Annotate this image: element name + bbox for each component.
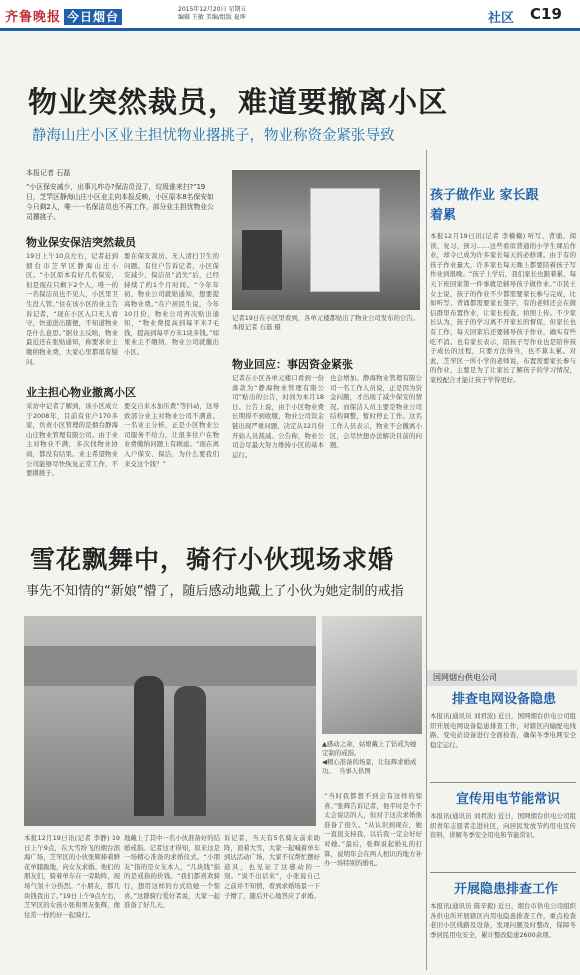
main-byline: 本报记者 石磊 <box>26 169 71 177</box>
ring-photo <box>322 616 422 734</box>
newspaper-logo: 齐鲁晚报 今日烟台 <box>5 6 122 25</box>
power-company-banner: 国网烟台供电公司 <box>427 670 577 686</box>
brief3-heading: 开展隐患排查工作 <box>454 882 559 897</box>
proposal-text-1: 本报12月19日讯(记者 李静) 19日上午9点，在大雪纷飞的烟台滨海广场，芝罘区的小伙张辉捧着鲜花单膝跪地，向女友求婚。他们的朋友们，骑着单车在一旁助阵，现场气氛十分热烈。“小朋友，那几块钱我出了。”19日上午9点左右，芝罘区的女孩小张和男友张辉，像往常一样约好一起骑行。 <box>24 834 120 919</box>
col1b-text: 采访中记者了解到，该小区成立于2008年，目前有住户170多家，负责小区管理的是烟台静海山庄物业管理有限公司。由于业主对物业不满，多次找物业协商，都没有结果。业主希望物业公司能够尽快恢复正常工作，不要撂挑子。 <box>26 402 118 478</box>
reply-text-2: 也会增加。静海物业管理有限公司一名工作人员说，正是因为资金问题，才出现了减少保安的情况。而保洁人员主要是物业公司结构调整，暂时停止工作。这名工作人员表示，物业不会撤离小区，会尽快想办法解决目前的问题。 <box>330 374 422 450</box>
brief2-heading: 宣传用电节能常识 <box>456 792 561 807</box>
door-image <box>242 230 282 290</box>
section-label: 社区 <box>488 11 515 26</box>
brief1-heading: 排查电网设备隐患 <box>452 692 557 707</box>
main-subhead: 静海山庄小区业主担忧物业撂挑子，物业称资金紧张导致 <box>32 128 395 144</box>
notice-photo-caption: 记者19日在小区里看到，各单元楼都贴出了物业公司发布的公告。 本报记者 石磊 摄 <box>232 314 420 331</box>
column-divider <box>426 150 427 970</box>
brief1-text: 本报讯(通讯员 刘君波) 近日，国网烟台供电公司组织开展电网设备隐患排查工作，对辖区内输配电线路、变电站设备进行全面检查，确保冬季电网安全稳定运行。 <box>430 712 576 749</box>
editors: 编辑 王敏 美编/组版 夏坤 <box>178 14 246 21</box>
page-number: C19 <box>530 5 562 23</box>
col2b-text: 要交自来水加压费”等抖动，这导致部分业主对物业公司不满意。一名业主分析，正是小区物业公司服务不给力，让很多住户在物业费缴纳问题上有顾虑。“现在离入户保安、保洁，为什么要我们来交这个钱？” <box>124 402 219 468</box>
proposal-text-4: “当时我都想不到会有这样的惊喜。”张辉告诉记者，他平时是个不太会说话的人，但对于这次求婚他准备了很久。“从认识到现在，她一直很支持我，以后我一定会好好对她。”最后，张辉说起婚礼的打算，说明年会在两人相识的地方补办一场特别的婚礼。 <box>324 792 422 868</box>
col1-text: 19日上午10点左右，记者赶到烟台市芝罘区静海山庄小区。“小区原本有好几名保安，但是现在只剩下2个人，唯一的一名保洁员也不见人，小区里卫生没人管。”住在该小区的业主告诉记者，“现在小区入口无人看守，快递进出随便，不知道物业是什么意思。”据业主反映，物业最近还在张贴通知，称要求业主缴纳物业费，大家心里都很有疑问。 <box>26 252 118 366</box>
person-right-image <box>174 686 206 816</box>
edition-label: 今日烟台 <box>64 9 122 25</box>
reply-text-1: 记者在小区各单元楼口看到一份落款为“静海物业管理有限公司”贴出的公告，时间为本月18日。公告上说，由于小区物业费长期得不到收缴，物业公司资金链出现严重问题，决定从12月份开始人员裁减。公告称，物业公司会尽最大努力维持小区的基本运行。 <box>232 374 324 459</box>
col1b-heading: 业主担心物业撤离小区 <box>26 386 136 399</box>
issue-meta <box>178 6 246 22</box>
homework-heading: 孩子做作业 家长跟着累 <box>430 188 539 223</box>
masthead-rule <box>0 28 580 31</box>
brief2-text: 本报讯(通讯员 刘君波) 近日，国网烟台供电公司组织青年志愿者走进社区，向居民发放节约用电宣传资料，讲解冬季安全用电和节能常识。 <box>430 812 576 840</box>
proposal-text-3: 诉记者，当天有5名骑友前来助阵，顶着大雪，大家一起喊着单车到达活动广场，大家不仅帮忙摆好道具，也见证了这感动的一刻。“说不出话来”，小张说自己之前并不知情，看到求婚场景一下子懵了，随后开心地答应了求婚。 <box>224 834 320 900</box>
homework-text: 本报12月19日讯(记者 李楠楠) 听写、背诵、阅读、复习、预习……这些看似普通的小学生课后作业，却令已成为许多家长每天的必修课。由于有的孩子作业量大，许多家长每天晚上都要陪着孩子写作业到很晚。“孩子上学后，我们家长也跟着累，每天下班回家第一件事就是辅导孩子做作业。”市民王女士说，孩子的作业不少都需要家长参与完成，比如听写、背诵都需要家长签字，有的老师还会在微信群里布置作业，让家长检查、拍照上传。不少家长认为，孩子的学习离不开家长的督促，但家长也有工作，每天回家后还要辅导孩子作业，确实有些吃不消。也有家长表示，陪孩子写作业也是陪伴孩子成长的过程，只要方法得当，也不算太累。对此，芝罘区一所小学的老师说，布置需要家长参与的作业，主要是为了让家长了解孩子的学习情况，家校配合才能让孩子学得更好。 <box>430 232 576 384</box>
main-lead: “小区保安减少，出事儿咋办?保洁员没了，垃圾谁来扫?”19日，芝罘区静海山庄小区业主向本报反映，小区原本8名保安如今只剩2人，唯一一名保洁员也不再工作，部分业主担忧物业公司撂挑子。 <box>26 183 214 221</box>
brief-divider <box>430 782 576 783</box>
col1-heading: 物业保安保洁突然裁员 <box>26 236 136 249</box>
proposal-photo <box>24 616 316 826</box>
person-left-image <box>134 676 164 816</box>
proposal-text-2: 地戴上了其中一名小伙准备好的结婚戒指。记者这才得知，原来这是一场精心准备的求婚仪式。“小朋友”指的是女友本人，“几块钱”指的是戒指的价钱。“我们都喜欢骑行，想用这样的方式给她一个惊喜。”这群骑行爱好者说，大家一起准备了好几天。 <box>124 834 220 910</box>
second-headline: 雪花飘舞中，骑行小伙现场求婚 <box>30 545 395 574</box>
main-headline: 物业突然裁员，难道要撤离小区 <box>28 85 449 119</box>
reply-heading: 物业回应：事因资金紧张 <box>232 358 353 371</box>
issue-date: 2015年12月20日 星期五 <box>178 6 247 13</box>
notice-photo <box>232 170 420 310</box>
proposal-photo-caption: ▲感动之余，姑娘戴上了钻戒为她定制的戒指。 ◀精心准备的场景，让钰辉求婚成功。 当事人供图 <box>322 740 417 775</box>
banner-image <box>24 646 316 686</box>
brief-divider <box>430 872 576 873</box>
notice-paper-image <box>310 188 380 292</box>
brief3-text: 本报讯(通讯员 陈辛毅) 近日，烟台市供电公司组织各供电所开展辖区内用电隐患排查工作，重点检查老旧小区线路及设备，发现问题及时整改，保障冬季居民用电安全，累计整改隐患2600余项。 <box>430 902 576 939</box>
second-subhead: 事先不知情的“新娘”懵了，随后感动地戴上了小伙为她定制的戒指 <box>26 584 404 599</box>
col2-text: 要在保安裁员、无人清扫卫生的问题。有住户告诉记者，小区保安减少、保洁员“消失”后，已经持续了约1个月时间。“今年年初，物业公司就贴通知，想要提高物业费。”在户居民生说，今年10月份，物业公司再次贴出通知，“物业费提高到每平米7毛钱，提高到每平方米1块多钱。”如果业主不缴纳，物业公司就撤出小区。 <box>124 252 219 356</box>
